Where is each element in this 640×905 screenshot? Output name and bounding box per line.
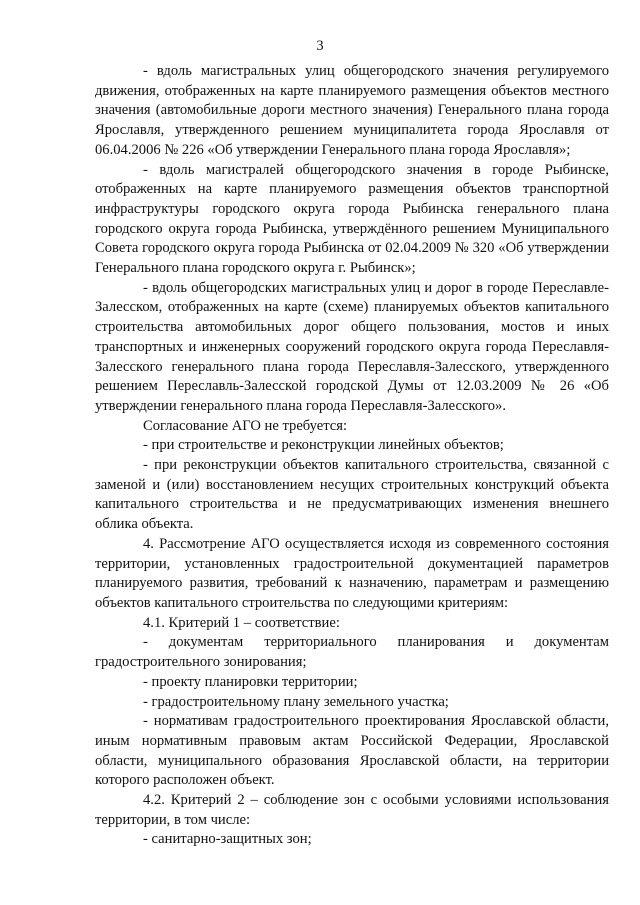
paragraph-planning-documents: - документам территориального планирования и документам градостроительного зонирования; [95, 634, 609, 671]
paragraph-sanitary-zones: - санитарно-защитных зон; [143, 831, 312, 848]
paragraph-no-approval-required: Согласование АГО не требуется: [143, 417, 348, 434]
paragraph-rybinsk-highways: - вдоль магистралей общегородского значения в городе Рыбинске, отображенных на карте планируемого размещения объектов транспортной инфраструктуры городского округа города Рыбинска генерального плана городского округа города Рыбинска, утверждённого решением Муниципального Совета городского округа города Рыбинска от 02.04.2009 № 320 «Об утверждении Генерального плана городского округа г. Рыбинск»; [95, 161, 609, 277]
paragraph-pereslavl-streets: - вдоль общегородских магистральных улиц и дорог в городе Переславле-Залесском, отображенных на карте (схеме) планируемых объектов капитального строительства автомобильных дорог общего пользования, мостов и иных транспортных и инженерных сооружений городского округа города Переславля-Залесского генерального плана города Переславля-Залесского, утвержденного решением Переславль-Залесской городской Думы от 12.03.2009 № 26 «Об утверждении генерального плана города Переславля-Залесского». [95, 279, 609, 414]
paragraph-land-plan: - градостроительному плану земельного участка; [143, 693, 449, 710]
document-body [95, 62, 609, 850]
paragraph-criterion-2: 4.2. Критерий 2 – соблюдение зон с особыми условиями использования территории, в том числе: [95, 792, 609, 828]
paragraph-planning-project: - проекту планировки территории; [143, 673, 358, 690]
paragraph-reconstruction: - при реконструкции объектов капитального строительства, связанной с заменой и (или) восстановлением несущих строительных конструкций объекта капитального строительства и не предусматривающих изменения внешнего облика объекта. [95, 457, 609, 533]
paragraph-criterion-1: 4.1. Критерий 1 – соответствие: [143, 614, 340, 631]
paragraph-linear-objects: - при строительстве и реконструкции линейных объектов; [143, 437, 504, 454]
page-number: 3 [316, 38, 324, 54]
paragraph-design-norms: - нормативам градостроительного проектирования Ярославской области, иным нормативным правовым актам Российской Федерации, Ярославской области, муниципального образования Ярославской области, на территории которого расположен объект. [95, 713, 609, 789]
paragraph-section-4: 4. Рассмотрение АГО осуществляется исходя из современного состояния территории, установленных градостроительной документацией параметров планируемого развития, требований к назначению, параметрам и размещению объектов капитального строительства по следующими критериям: [95, 535, 609, 611]
paragraph-yaroslavl-streets: - вдоль магистральных улиц общегородского значения регулируемого движения, отображенных на карте планируемого размещения объектов местного значения (автомобильные дороги местного значения) Генерального плана города Ярославля, утвержденного решением муниципалитета города Ярославля от 06.04.2006 № 226 «Об утверждении Генерального плана города Ярославля»; [95, 63, 609, 158]
